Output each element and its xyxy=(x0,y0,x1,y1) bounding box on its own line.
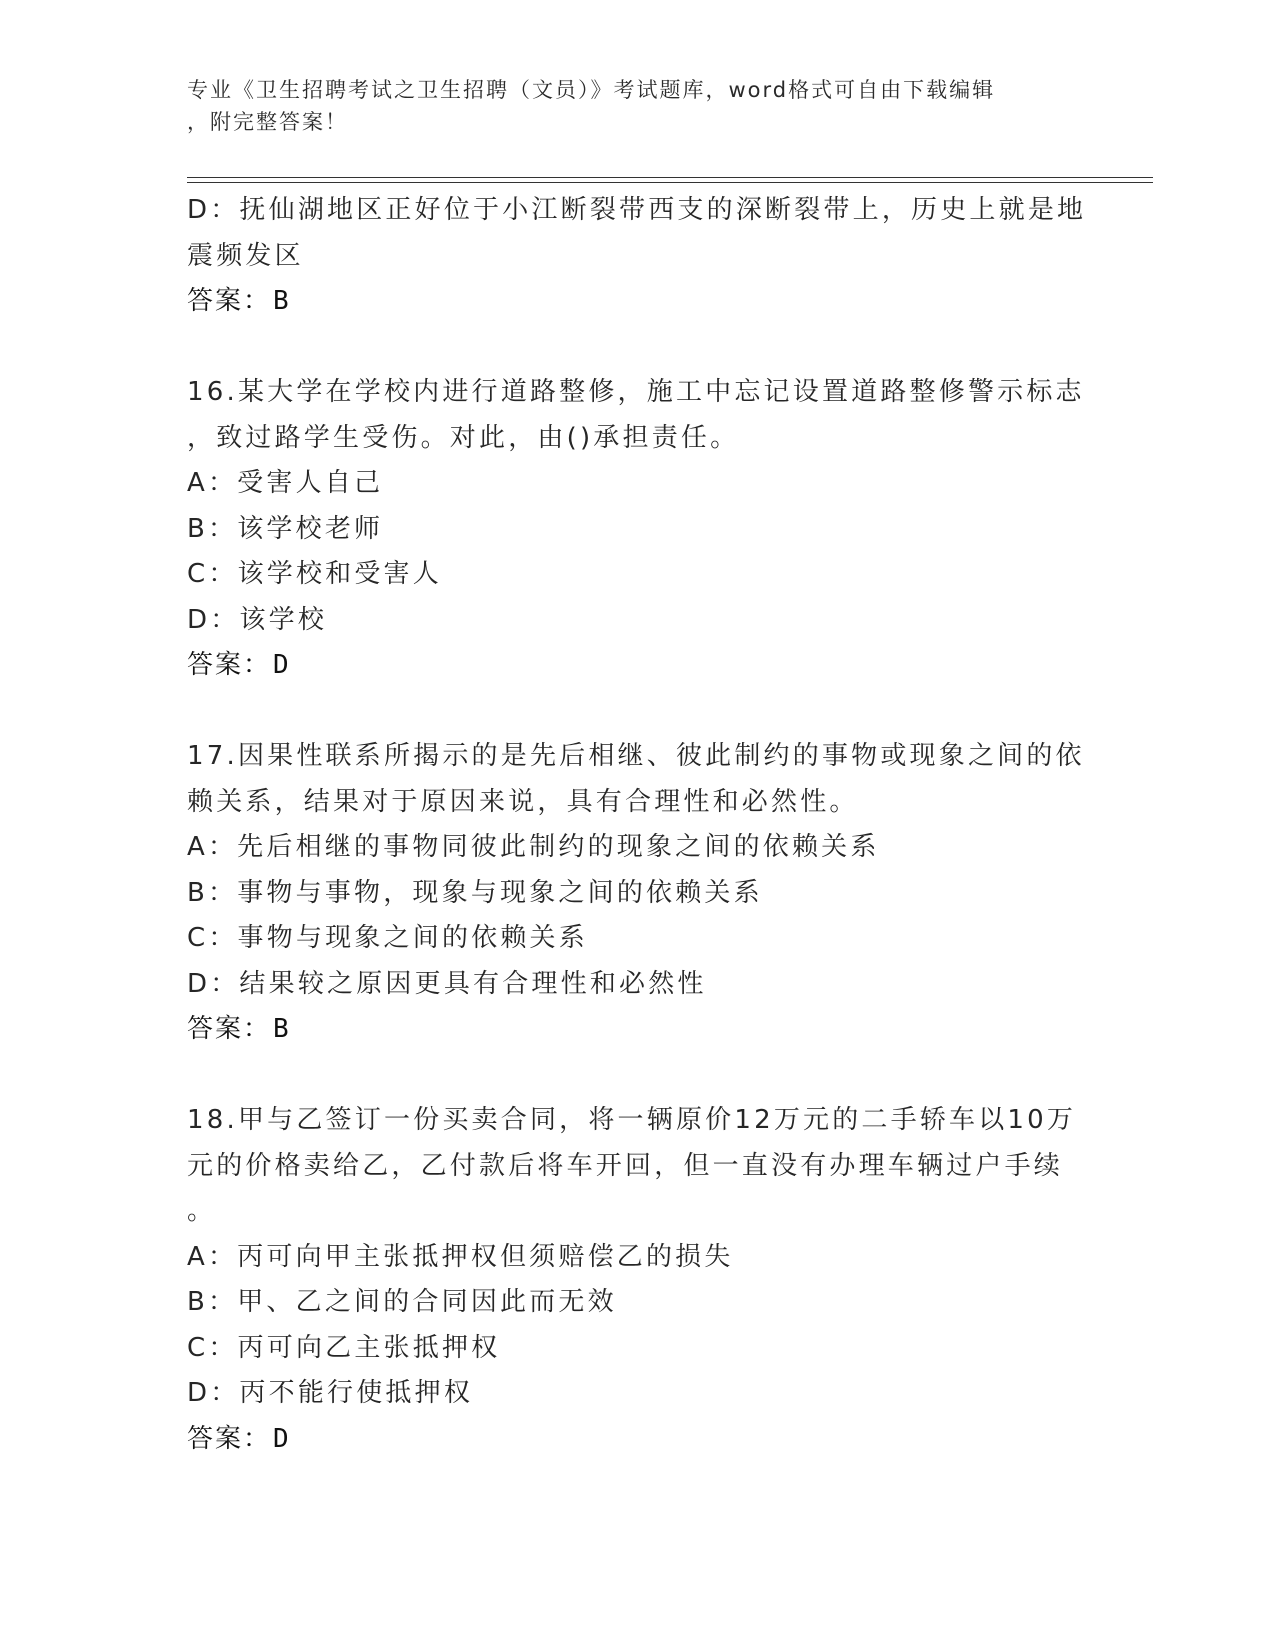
q18-answer-label: 答案： xyxy=(187,1423,272,1454)
q16-answer-value: D xyxy=(273,650,290,680)
spacer xyxy=(187,1053,1087,1099)
q18-option-b: B：甲、乙之间的合同因此而无效 xyxy=(187,1287,617,1317)
spacer xyxy=(187,689,1087,735)
q16-answer xyxy=(187,643,1087,689)
document-header xyxy=(187,74,1087,138)
q17-option-d: D：结果较之原因更具有合理性和必然性 xyxy=(187,968,707,999)
q16-stem-line-1: 16.某大学在学校内进行道路整修，施工中忘记设置道路整修警示标志 xyxy=(187,377,1085,407)
question-15 xyxy=(187,188,1087,325)
q16-option-c: C：该学校和受害人 xyxy=(187,559,442,589)
q15-answer-label: 答案： xyxy=(187,286,272,316)
question-18 xyxy=(187,1098,1087,1462)
q15-answer xyxy=(187,279,1087,325)
q18-stem-line-1: 18.甲与乙签订一份买卖合同，将一辆原价12万元的二手轿车以10万 xyxy=(187,1105,1077,1135)
q16-option-d: D：该学校 xyxy=(187,604,328,635)
q18-stem-line-2: 元的价格卖给乙，乙付款后将车开回，但一直没有办理车辆过户手续 xyxy=(187,1150,1064,1181)
q18-answer-value: D xyxy=(273,1423,290,1454)
q17-answer-label: 答案： xyxy=(187,1014,272,1044)
q18-stem-line-3: 。 xyxy=(187,1196,217,1226)
spacer xyxy=(187,325,1087,371)
q15-option-d-line-1: D：抚仙湖地区正好位于小江断裂带西支的深断裂带上，历史上就是地 xyxy=(187,195,1087,225)
q17-option-a: A：先后相继的事物同彼此制约的现象之间的依赖关系 xyxy=(187,832,880,862)
q18-option-d: D：丙不能行使抵押权 xyxy=(187,1378,474,1408)
q16-option-b: B：该学校老师 xyxy=(187,513,384,544)
q16-stem-line-2: ，致过路学生受伤。对此，由()承担责任。 xyxy=(187,422,740,453)
q18-option-a: A：丙可向甲主张抵押权但须赔偿乙的损失 xyxy=(187,1241,734,1272)
q18-option-c: C：丙可向乙主张抵押权 xyxy=(187,1332,501,1363)
q17-answer-value: B xyxy=(273,1014,290,1044)
q16-answer-label: 答案： xyxy=(187,650,272,680)
q15-answer-value: B xyxy=(273,286,290,316)
question-17 xyxy=(187,734,1087,1053)
q17-option-b: B：事物与事物，现象与现象之间的依赖关系 xyxy=(187,877,763,908)
header-line-2: ，附完整答案！ xyxy=(187,110,348,134)
q18-answer xyxy=(187,1417,1087,1463)
q16-option-a: A：受害人自己 xyxy=(187,468,384,498)
header-rule-bottom xyxy=(187,182,1153,183)
q17-stem-line-1: 17.因果性联系所揭示的是先后相继、彼此制约的事物或现象之间的依 xyxy=(187,741,1085,771)
q17-stem-line-2: 赖关系，结果对于原因来说，具有合理性和必然性。 xyxy=(187,786,859,817)
q17-answer xyxy=(187,1007,1087,1053)
header-line-1: 专业《卫生招聘考试之卫生招聘（文员）》考试题库，word格式可自由下载编辑 xyxy=(187,78,996,102)
question-16 xyxy=(187,370,1087,689)
document-body xyxy=(187,188,1087,1462)
q17-option-c: C：事物与现象之间的依赖关系 xyxy=(187,923,588,953)
header-rule-top xyxy=(187,177,1153,178)
q15-option-d-line-2: 震频发区 xyxy=(187,240,304,271)
